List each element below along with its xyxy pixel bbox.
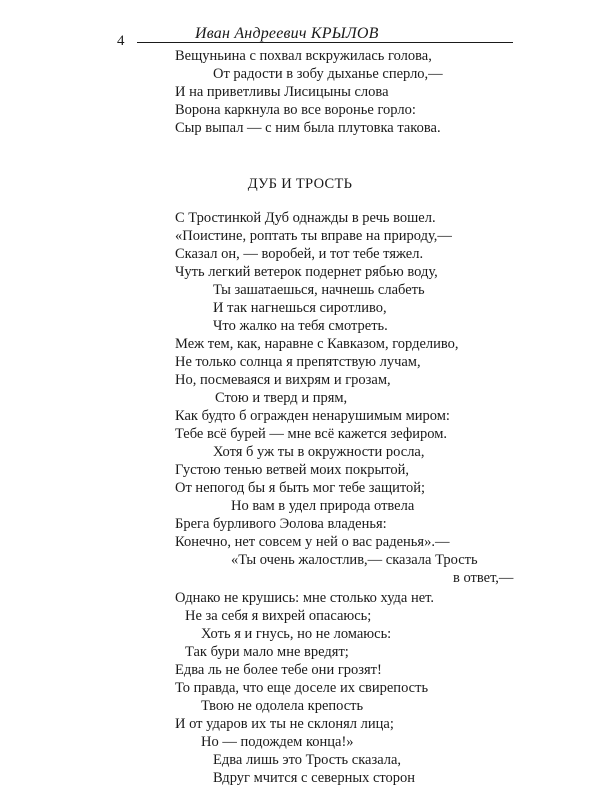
verse-line: Так бури мало мне вредят; [185, 644, 349, 660]
verse-line: Однако не крушись: мне столько худа нет. [175, 590, 435, 606]
verse-line: Тебе всё бурей — мне всё кажется зефиром. [175, 426, 448, 442]
verse-line: Брега бурливого Эолова владенья: [175, 516, 387, 532]
poem-title: ДУБ И ТРОСТЬ [247, 176, 353, 192]
verse-line: Вещуньина с похвал вскружилась голова, [175, 48, 432, 64]
page-number: 4 [117, 33, 125, 49]
verse-line: Густою тенью ветвей моих покрытой, [175, 462, 409, 478]
verse-line: Как будто б огражден ненарушимым миром: [175, 408, 450, 424]
verse-line: Стою и тверд и прям, [215, 390, 348, 406]
verse-line: Вдруг мчится с северных сторон [213, 770, 416, 786]
verse-line: в ответ,— [453, 570, 514, 586]
verse-line: И так нагнешься сиротливо, [213, 300, 387, 316]
verse-line: От радости в зобу дыханье сперло,— [213, 66, 443, 82]
running-header-author: Иван Андреевич КРЫЛОВ [195, 25, 379, 42]
verse-line: Но вам в удел природа отвела [231, 498, 415, 514]
verse-line: И от ударов их ты не склонял лица; [175, 716, 394, 732]
verse-line: Едва ль не более тебе они грозят! [175, 662, 382, 678]
verse-line: «Поистине, роптать ты вправе на природу,— [175, 228, 452, 244]
verse-line: Что жалко на тебя смотреть. [213, 318, 388, 334]
verse-line: С Тростинкой Дуб однажды в речь вошел. [175, 210, 436, 226]
verse-line: Сказал он, — воробей, и тот тебе тяжел. [175, 246, 424, 262]
poem-body [175, 209, 513, 787]
verse-line: Твою не одолела крепость [201, 698, 364, 714]
previous-poem-ending [175, 47, 443, 137]
header-rule [137, 42, 513, 43]
verse-line: Чуть легкий ветерок подернет рябью воду, [175, 264, 438, 280]
verse-line: Но — подождем конца!» [201, 734, 354, 750]
verse-line: Но, посмеваяся и вихрям и грозам, [175, 372, 391, 388]
verse-line: Конечно, нет совсем у ней о вас раденья».— [175, 534, 450, 550]
verse-line: Едва лишь это Трость сказала, [213, 752, 402, 768]
verse-line: Не за себя я вихрей опасаюсь; [185, 608, 372, 624]
verse-line: То правда, что еще доселе их свирепость [175, 680, 429, 696]
verse-line: Сыр выпал — с ним была плутовка такова. [175, 120, 441, 136]
verse-line: Меж тем, как, наравне с Кавказом, горделиво, [175, 336, 459, 352]
verse-line: Хоть я и гнусь, но не ломаюсь: [201, 626, 392, 642]
verse-line: Не только солнца я препятствую лучам, [175, 354, 421, 370]
verse-line: От непогод бы я быть мог тебе защитой; [175, 480, 426, 496]
verse-line: Хотя б уж ты в окружности росла, [213, 444, 425, 460]
verse-line: И на приветливы Лисицыны слова [175, 84, 389, 100]
verse-line: Ворона каркнула во все воронье горло: [175, 102, 416, 118]
verse-line: «Ты очень жалостлив,— сказала Трость [231, 552, 478, 568]
verse-line: Ты зашатаешься, начнешь слабеть [213, 282, 425, 298]
